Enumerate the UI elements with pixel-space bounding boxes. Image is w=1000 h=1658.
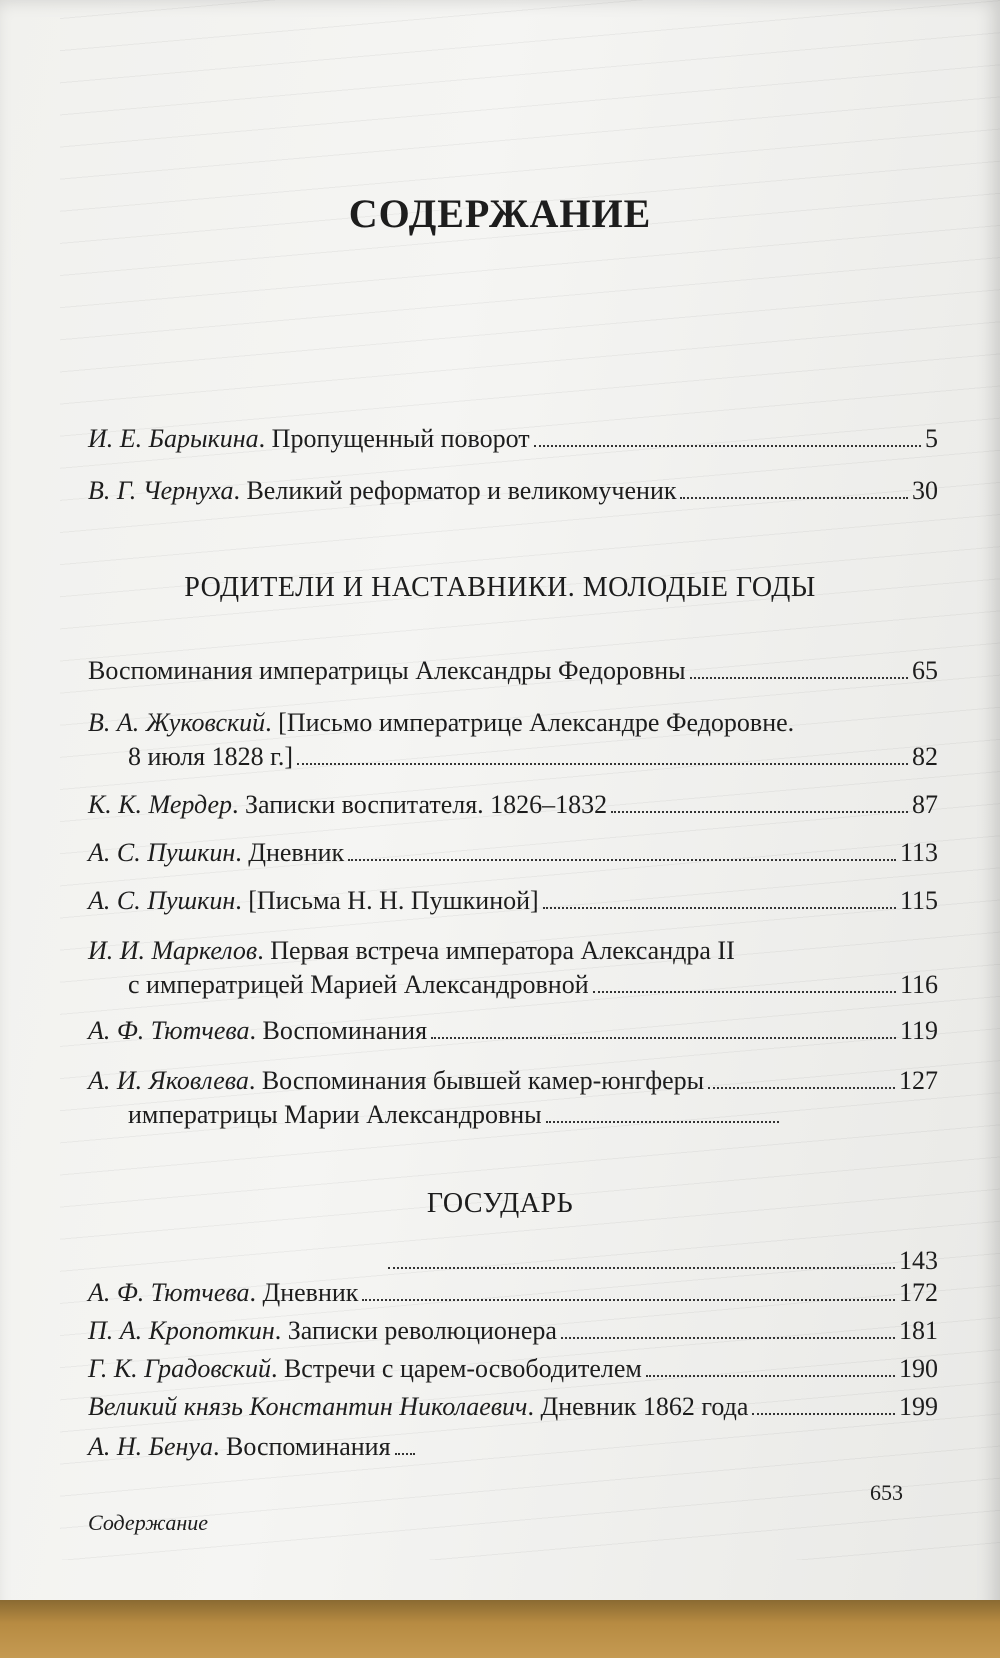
entry-page: 65	[912, 656, 938, 685]
toc-entry: И. Е. Барыкина. Пропущенный поворот 5	[88, 422, 938, 456]
entry-page: 172	[899, 1278, 938, 1307]
entry-author: В. А. Жуковский	[88, 708, 266, 737]
entry-title: Пропущенный поворот	[271, 424, 530, 453]
entry-page: 190	[899, 1354, 938, 1383]
entry-title: Воспоминания бывшей камер-юнгферы	[261, 1066, 705, 1095]
entry-title: Воспоминания	[262, 1016, 428, 1045]
entry-author: И. Е. Барыкина	[88, 424, 259, 453]
toc-entry: А. Н. Бенуа. Воспоминания	[88, 1430, 938, 1464]
entry-page: 181	[899, 1316, 938, 1345]
entry-page: 127	[899, 1066, 938, 1095]
entry-title: Записки воспитателя. 1826–1832	[245, 790, 608, 819]
toc-entry	[88, 654, 938, 688]
entry-title: [Письма Н. Н. Пушкиной]	[248, 886, 539, 915]
entry-page: 30	[912, 476, 938, 505]
page-title: СОДЕРЖАНИЕ	[348, 191, 652, 236]
page-number: 653	[870, 1480, 903, 1505]
toc-entry: А. С. Пушкин. Дневник 113	[88, 836, 938, 870]
entry-title: Записки революционера	[287, 1316, 557, 1345]
leader-dots	[611, 811, 908, 813]
entry-author: А. С. Пушкин	[88, 838, 236, 867]
toc-entry: В. Г. Чернуха. Великий реформатор и великомученик 30	[88, 474, 938, 508]
section-heading: ГОСУДАРЬ	[426, 1188, 574, 1219]
toc-entry: К. К. Мердер. Записки воспитателя. 1826–1832 87	[88, 788, 938, 822]
entry-page: 119	[899, 1016, 938, 1045]
entry-page: 115	[899, 886, 938, 915]
entry-page: 82	[912, 742, 938, 771]
entry-title-continued: 8 июля 1828 г.]	[128, 742, 294, 771]
entry-title: Первая встреча императора Александра II	[270, 936, 735, 965]
toc-entry: Великий князь Константин Николаевич. Дневник 1862 года 199	[88, 1390, 938, 1424]
running-footer: Содержание	[88, 1510, 209, 1535]
leader-dots	[297, 763, 908, 765]
leader-dots	[348, 859, 896, 861]
toc-entry: В. А. Жуковский. [Письмо императрице Александре Федоровне. 8 июля 1828 г.] 82	[88, 706, 938, 774]
entry-page: 116	[899, 970, 938, 999]
leader-dots	[752, 1413, 895, 1415]
leader-dots	[362, 1299, 895, 1301]
entry-page: 87	[912, 790, 938, 819]
toc-entry: Г. К. Градовский. Встречи с царем-освободителем 190	[88, 1352, 938, 1386]
leader-dots	[431, 1037, 896, 1039]
entry-author: А. С. Пушкин	[88, 886, 236, 915]
section-heading: РОДИТЕЛИ И НАСТАВНИКИ. МОЛОДЫЕ ГОДЫ	[184, 572, 816, 603]
toc-entry: П. А. Кропоткин. Записки революционера 181	[88, 1314, 938, 1348]
leader-dots	[395, 1453, 415, 1455]
entry-title: Воспоминания императрицы Александры Федоровны	[88, 656, 686, 685]
entry-author: К. К. Мердер	[88, 790, 233, 819]
entry-page: 143	[899, 1246, 938, 1275]
entry-title: Встречи с царем-освободителем	[283, 1354, 642, 1383]
entry-author: В. Г. Чернуха	[88, 476, 234, 505]
leader-dots	[546, 1121, 779, 1123]
toc-entry: А. И. Яковлева. Воспоминания бывшей камер-юнгферы 127 императрицы Марии Александровны	[88, 1064, 938, 1132]
entry-page: 5	[925, 424, 938, 453]
leader-dots	[593, 991, 896, 993]
entry-author: П. А. Кропоткин	[88, 1316, 275, 1345]
leader-dots	[561, 1337, 895, 1339]
entry-author: А. Ф. Тютчева	[88, 1016, 250, 1045]
toc-entry: А. Ф. Тютчева. Дневник 172	[88, 1276, 938, 1310]
entry-title-continued: императрицы Марии Александровны	[128, 1100, 542, 1129]
leader-dots	[690, 677, 908, 679]
entry-title: [Письмо императрице Александре Федоровне.	[278, 708, 795, 737]
entry-author: Великий князь Константин Николаевич	[88, 1392, 528, 1421]
entry-title: Великий реформатор и великомученик	[246, 476, 677, 505]
leader-dots	[646, 1375, 895, 1377]
leader-dots	[534, 445, 921, 447]
entry-title-continued: с императрицей Марией Александровной	[128, 970, 589, 999]
entry-author: Г. К. Градовский	[88, 1354, 271, 1383]
toc-entry	[88, 1244, 938, 1278]
leader-dots	[388, 1267, 895, 1269]
leader-dots	[708, 1087, 895, 1089]
leader-dots	[680, 497, 908, 499]
toc-entry: А. Ф. Тютчева. Воспоминания 119	[88, 1014, 938, 1048]
entry-page: 199	[899, 1392, 938, 1421]
toc-entry: А. С. Пушкин. [Письма Н. Н. Пушкиной] 115	[88, 884, 938, 918]
entry-author: И. И. Маркелов	[88, 936, 258, 965]
toc-entry: И. И. Маркелов. Первая встреча императора Александра II с императрицей Марией Александровной 116	[88, 934, 938, 1002]
entry-title: Дневник	[262, 1278, 359, 1307]
table-surface	[0, 1600, 1000, 1658]
entry-title: Дневник	[248, 838, 345, 867]
entry-author: А. Ф. Тютчева	[88, 1278, 250, 1307]
entry-title: Воспоминания	[225, 1432, 391, 1461]
entry-title: Дневник 1862 года	[540, 1392, 749, 1421]
leader-dots	[543, 907, 896, 909]
entry-author: А. И. Яковлева	[88, 1066, 249, 1095]
entry-author: А. Н. Бенуа	[88, 1432, 213, 1461]
entry-page: 113	[899, 838, 938, 867]
